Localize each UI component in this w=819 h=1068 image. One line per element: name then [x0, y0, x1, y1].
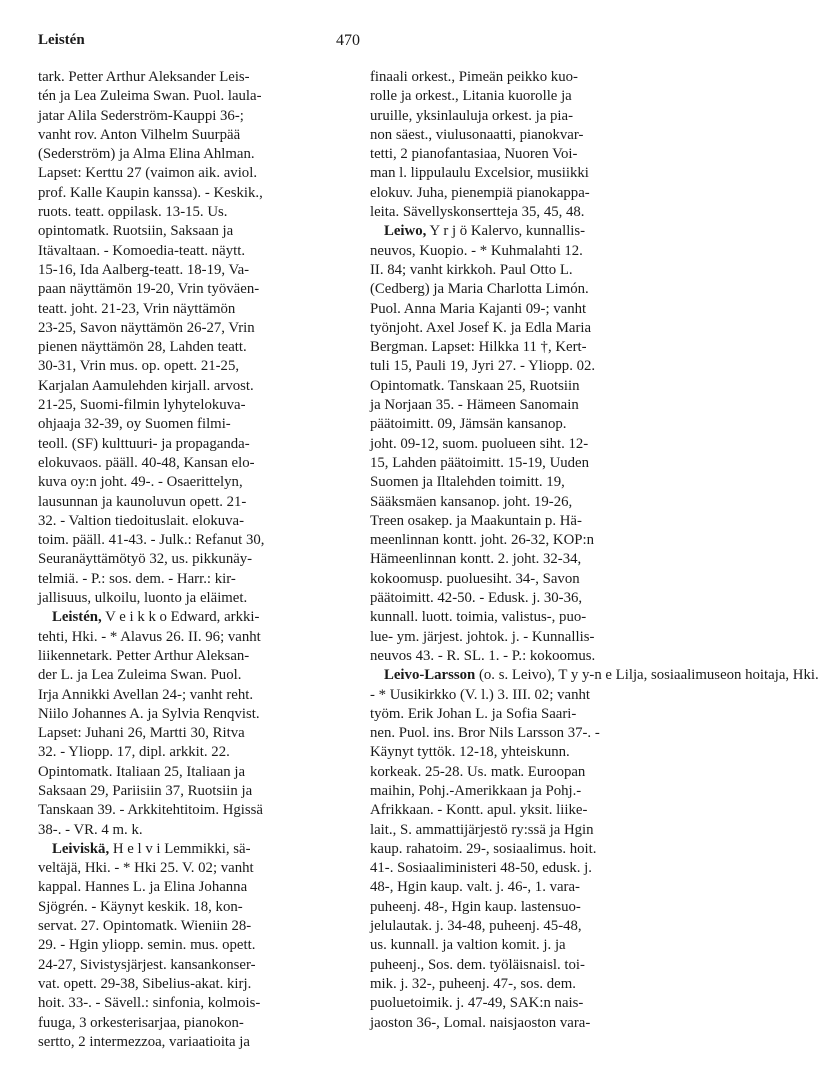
entry-text: Lemmikki, sä-: [160, 840, 251, 857]
entry-text-line: Opintomatk. Italiaan 25, Italiaan ja: [38, 763, 246, 780]
entry-text-line: servat. 27. Opintomatk. Wieniin 28-: [38, 918, 252, 935]
text-line: elokuvaos. pääll. 40-48, Kansan elo-: [38, 454, 255, 471]
entry-text-line: Saksaan 29, Pariisiin 37, Ruotsiin ja: [38, 782, 253, 799]
page-header: [38, 32, 658, 56]
entry-text-line: puheenj. 48-, Hgin kaup. lastensuo-: [370, 898, 581, 915]
entry-text: Kalervo, kunnallis-: [467, 223, 586, 240]
text-line: uruille, yksinlauluja orkest. ja pia-: [370, 107, 573, 124]
entry-text-line: maihin, Pohj.-Amerikkaan ja Pohj.-: [370, 782, 582, 799]
text-line: jatar Alila Sederström-Kauppi 36-;: [38, 107, 244, 124]
text-line: opintomatk. Ruotsiin, Saksaan ja: [38, 223, 234, 240]
entry-text-line: jaoston 36-, Lomal. naisjaoston vara-: [370, 1014, 591, 1031]
entry-text: Edward, arkki-: [166, 609, 260, 626]
entry-text-line: 38-. - VR. 4 m. k.: [38, 821, 143, 838]
entry-text-line: fuuga, 3 orkesterisarjaa, pianokon-: [38, 1014, 244, 1031]
entry-text-line: neuvos, Kuopio. - * Kuhmalahti 12.: [370, 242, 583, 259]
right-column: [370, 68, 819, 1033]
entry-text-line: Niilo Johannes A. ja Sylvia Renqvist.: [38, 705, 260, 722]
entry-text-line: työm. Erik Johan L. ja Sofia Saari-: [370, 705, 577, 722]
entry-text-line: Treen osakep. ja Maakuntain p. Hä-: [370, 512, 582, 529]
text-line: Itävaltaan. - Komoedia-teatt. näytt.: [38, 242, 246, 259]
entry-surname: Leiwo,: [384, 223, 427, 240]
text-line: 15-16, Ida Aalberg-teatt. 18-19, Va-: [38, 261, 250, 278]
entry-text-line: us. kunnall. ja valtion komit. j. ja: [370, 937, 566, 954]
text-line: ruots. teatt. oppilask. 13-15. Us.: [38, 204, 228, 221]
entry-text-line: puoluetoimik. j. 47-49, SAK:n nais-: [370, 995, 584, 1012]
left-column: [38, 68, 345, 1052]
text-line: rolle ja orkest., Litania kuorolle ja: [370, 88, 572, 105]
entry-text-line: neuvos 43. - R. SL. 1. - P.: kokoomus.: [370, 647, 596, 664]
text-line: paan näyttämön 19-20, Vrin työväen-: [38, 281, 260, 298]
entry-text-line: II. 84; vanht kirkkoh. Paul Otto L.: [370, 261, 573, 278]
text-line: non säest., viulusonaatti, pianokvar-: [370, 126, 584, 143]
entry-text-line: Bergman. Lapset: Hilkka 11 †, Kert-: [370, 339, 587, 356]
text-line: 21-25, Suomi-filmin lyhytelokuva-: [38, 397, 246, 414]
text-line: vanht rov. Anton Vilhelm Suurpää: [38, 126, 241, 143]
entry-text-line: tehti, Hki. - * Alavus 26. II. 96; vanht: [38, 628, 261, 645]
entry-text-line: kappal. Hannes L. ja Elina Johanna: [38, 879, 248, 896]
text-line: leita. Sävellyskonsertteja 35, 45, 48.: [370, 204, 585, 221]
entry-text-line: lait., S. ammattijärjestö ry:ssä ja Hgin: [370, 821, 594, 838]
text-line: jallisuus, ulkoilu, luonto ja eläimet.: [38, 590, 248, 607]
entry-text-line: liikennetark. Petter Arthur Aleksan-: [38, 647, 250, 664]
entry-given-name: H e l v i: [109, 840, 161, 857]
running-head: Leistén: [38, 32, 85, 48]
entry-text-line: kaup. rahatoim. 29-, sosiaalimus. hoit.: [370, 840, 597, 857]
text-line: man l. lippulaulu Excelsior, musiikki: [370, 165, 589, 182]
text-line: Lapset: Kerttu 27 (vaimon aik. aviol.: [38, 165, 258, 182]
entry-text-line: hoit. 33-. - Sävell.: sinfonia, kolmois-: [38, 995, 261, 1012]
entry-text-line: mik. j. 32-, puheenj. 47-, sos. dem.: [370, 975, 576, 992]
text-line: tetti, 2 pianofantasiaa, Nuoren Voi-: [370, 146, 578, 163]
entry-text-line: Opintomatk. Tanskaan 25, Ruotsiin: [370, 377, 580, 394]
entry-heading-leisten-veikko: [38, 608, 345, 627]
entry-text-line: vat. opett. 29-38, Sibelius-akat. kirj.: [38, 975, 252, 992]
text-line: finaali orkest., Pimeän peikko kuo-: [370, 69, 578, 85]
entry-text-line: sertto, 2 intermezzoa, variaatioita ja: [38, 1033, 250, 1050]
text-line: toim. pääll. 41-43. - Julk.: Refanut 30,: [38, 532, 265, 549]
entry-text-line: 29. - Hgin yliopp. semin. mus. opett.: [38, 937, 256, 954]
entry-text-line: lue- ym. järjest. johtok. j. - Kunnallis-: [370, 628, 595, 645]
entry-text-line: Suomen ja Iltalehden toimitt. 19,: [370, 474, 565, 491]
entry-heading-leiviska-helvi: [38, 840, 345, 859]
text-line: Seuranäyttämötyö 32, us. pikkunäy-: [38, 551, 253, 568]
entry-surname: Leistén,: [52, 609, 102, 626]
text-line: pienen näyttämön 28, Lahden teatt.: [38, 339, 247, 356]
entry-text-line: kunnall. luott. toimia, valistus-, puo-: [370, 609, 587, 626]
entry-given-name: Y r j ö: [426, 223, 468, 240]
entry-text-line: Hämeenlinnan kontt. 2. joht. 32-34,: [370, 551, 582, 568]
entry-text-line: päätoimitt. 09, Jämsän kansanop.: [370, 416, 567, 433]
entry-text-line: Puol. Anna Maria Kajanti 09-; vanht: [370, 300, 587, 317]
entry-text-line: der L. ja Lea Zuleima Swan. Puol.: [38, 667, 242, 684]
entry-text-line: Tanskaan 39. - Arkkitehtitoim. Hgissä: [38, 802, 263, 819]
text-line: 32. - Valtion tiedoituslait. elokuva-: [38, 512, 245, 529]
text-line: tark. Petter Arthur Aleksander Leis-: [38, 69, 250, 85]
entry-text-line: joht. 09-12, suom. puolueen siht. 12-: [370, 435, 589, 452]
text-line: 30-31, Vrin mus. op. opett. 21-25,: [38, 358, 240, 375]
text-line: prof. Kalle Kaupin kanssa). - Keskik.,: [38, 184, 263, 201]
entry-given-name: (o. s. Leivo), T y y-: [475, 667, 595, 684]
entry-text-line: 32. - Yliopp. 17, dipl. arkkit. 22.: [38, 744, 230, 761]
entry-heading-leiwo-yrjo: [370, 222, 677, 241]
entry-text-line: puheenj., Sos. dem. työläisnaisl. toi-: [370, 956, 585, 973]
entry-text-line: 41-. Sosiaaliministeri 48-50, edusk. j.: [370, 860, 592, 877]
text-line: kuva oy:n joht. 49-. - Osaerittelyn,: [38, 474, 243, 491]
entry-text-line: 24-27, Sivistysjärjest. kansankonser-: [38, 956, 256, 973]
text-line: Karjalan Aamulehden kirjall. arvost.: [38, 377, 254, 394]
entry-surname: Leiviskä,: [52, 840, 110, 857]
entry-text: n e Lilja, sosiaalimuseon hoitaja, Hki.: [594, 667, 819, 684]
entry-text-line: Lapset: Juhani 26, Martti 30, Ritva: [38, 725, 245, 742]
text-line: (Sederström) ja Alma Elina Ahlman.: [38, 146, 255, 163]
entry-text-line: Käynyt tyttök. 12-18, yhteiskunn.: [370, 744, 570, 761]
entry-text-line: Afrikkaan. - Kontt. apul. yksit. liike-: [370, 802, 588, 819]
entry-text-line: työnjoht. Axel Josef K. ja Edla Maria: [370, 319, 592, 336]
entry-text-line: Sjögrén. - Käynyt keskik. 18, kon-: [38, 898, 243, 915]
entry-text-line: tuli 15, Pauli 19, Jyri 27. - Yliopp. 02.: [370, 358, 596, 375]
text-line: 23-25, Savon näyttämön 26-27, Vrin: [38, 319, 255, 336]
entry-surname: Leivo-Larsson: [384, 667, 476, 684]
text-line: telmiä. - P.: sos. dem. - Harr.: kir-: [38, 570, 236, 587]
text-line: elokuv. Juha, pienempiä pianokappa-: [370, 184, 590, 201]
entry-text-line: Irja Annikki Avellan 24-; vanht reht.: [38, 686, 254, 703]
page-number: 470: [336, 32, 360, 49]
entry-text-line: kokoomusp. puoluesiht. 34-, Savon: [370, 570, 580, 587]
entry-heading-leivo-larsson-tyyne: [370, 666, 819, 685]
entry-text-line: päätoimitt. 42-50. - Edusk. j. 30-36,: [370, 590, 583, 607]
entry-text-line: 15, Lahden päätoimitt. 15-19, Uuden: [370, 454, 590, 471]
entry-text-line: jelulautak. j. 34-48, puheenj. 45-48,: [370, 918, 582, 935]
entry-text-line: veltäjä, Hki. - * Hki 25. V. 02; vanht: [38, 860, 254, 877]
entry-text-line: Sääksmäen kansanop. joht. 19-26,: [370, 493, 573, 510]
entry-text-line: nen. Puol. ins. Bror Nils Larsson 37-. -: [370, 725, 600, 742]
text-line: teatt. joht. 21-23, Vrin näyttämön: [38, 300, 236, 317]
entry-text-line: ja Norjaan 35. - Hämeen Sanomain: [370, 397, 579, 414]
entry-text-line: (Cedberg) ja Maria Charlotta Limón.: [370, 281, 589, 298]
entry-text-line: 48-, Hgin kaup. valt. j. 46-, 1. vara-: [370, 879, 580, 896]
entry-text-line: - * Uusikirkko (V. l.) 3. III. 02; vanht: [370, 686, 591, 703]
text-line: ohjaaja 32-39, oy Suomen filmi-: [38, 416, 231, 433]
entry-text-line: meenlinnan kontt. joht. 26-32, KOP:n: [370, 532, 594, 549]
entry-given-name: V e i k k o: [101, 609, 167, 626]
entry-text-line: korkeak. 25-28. Us. matk. Euroopan: [370, 763, 586, 780]
text-line: lausunnan ja kaunoluvun opett. 21-: [38, 493, 247, 510]
text-line: tén ja Lea Zuleima Swan. Puol. laula-: [38, 88, 262, 105]
text-line: teoll. (SF) kulttuuri- ja propaganda-: [38, 435, 250, 452]
